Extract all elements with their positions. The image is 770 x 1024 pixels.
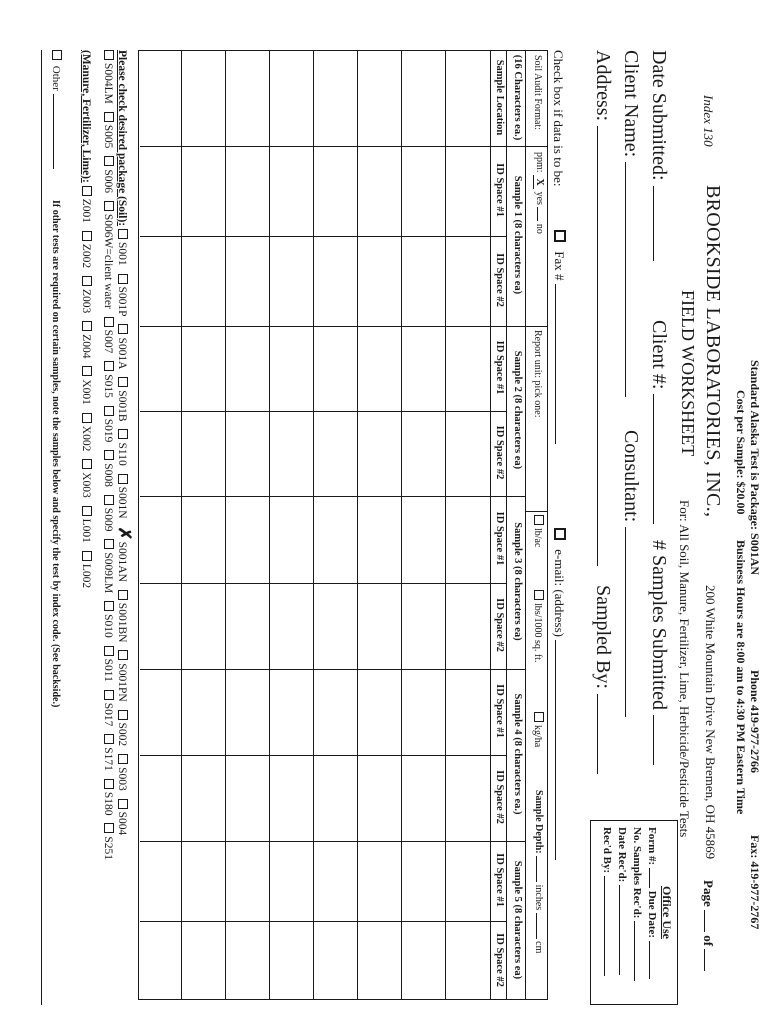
pkg-S015[interactable]: S015 — [102, 361, 114, 398]
samples-submitted-label: # Samples Submitted — [648, 540, 670, 710]
package-line: Standard Alaska Test is Package: S001AN — [748, 360, 762, 576]
s1-id1: ID Space #1 — [494, 163, 505, 217]
other-label: Other — [50, 65, 62, 91]
pkg-S001B[interactable]: S001B — [116, 377, 128, 421]
pkg-Z001[interactable]: Z001 — [80, 186, 92, 223]
other-tests-footnote: If other tests are required on certain samples, note the samples below and specify the test by index code. (See backside.) — [50, 200, 61, 708]
pkg-S002[interactable]: S002 — [116, 710, 128, 747]
soil-audit-label: Soil Audit Format: — [532, 55, 543, 131]
cost-line: Cost per Sample: $20.00 — [734, 390, 748, 515]
email-checkbox[interactable] — [554, 528, 566, 540]
s2-id2: ID Space #2 — [494, 425, 505, 480]
s1-id2: ID Space #2 — [494, 253, 505, 307]
pkg-L002[interactable]: L002 — [80, 551, 92, 588]
consultant-field[interactable] — [619, 430, 642, 717]
office-use-box — [590, 820, 678, 1005]
company-address: 200 White Mountain Drive New Bremen, OH 45869 — [703, 585, 718, 860]
email-label: e-mail: (address) — [552, 549, 567, 637]
address-field[interactable] — [591, 50, 614, 566]
pkg-S001P[interactable]: S001P — [116, 274, 128, 317]
of-label: of — [701, 935, 716, 947]
ppm-option[interactable]: ppm: X yes no — [534, 152, 545, 234]
pkg-S011[interactable]: S011 — [102, 646, 114, 682]
pkg-S110[interactable]: S110 — [116, 429, 128, 465]
pkg-S005[interactable]: S005 — [102, 112, 114, 149]
client-name-field[interactable] — [619, 50, 642, 397]
office-date-recd[interactable]: Date Rec'd: — [614, 827, 629, 998]
pkg-S017[interactable]: S017 — [102, 690, 114, 727]
samples-submitted-field[interactable] — [647, 540, 670, 765]
hours-line: Business Hours are 8:00 am to 4:30 PM Eastern Time — [734, 540, 748, 815]
sample1-header: Sample 1 (8 characters ea) — [512, 175, 523, 295]
pkg-Z003[interactable]: Z003 — [80, 276, 92, 313]
office-use-title: Office Use — [660, 886, 674, 939]
consultant-label: Consultant: — [620, 430, 642, 523]
manure-package-label: (Manure, Fertilizer, Lime): — [80, 50, 92, 183]
sampled-by-label: Sampled By: — [592, 585, 614, 689]
soil-package-row1 — [114, 50, 134, 1005]
pkg-X003[interactable]: X003 — [80, 459, 92, 498]
sampled-by-field[interactable] — [591, 585, 614, 774]
pkg-Z002[interactable]: Z002 — [80, 231, 92, 268]
client-number-label: Client #: — [648, 320, 670, 390]
sample4-header: Sample 4 (8 characters ea.) — [512, 693, 523, 815]
pkg-S180[interactable]: S180 — [102, 779, 114, 816]
date-submitted-field[interactable] — [647, 50, 670, 261]
pkg-S009[interactable]: S009 — [102, 495, 114, 532]
sample-location-header: Sample Location — [494, 59, 505, 136]
pkg-Z004[interactable]: Z004 — [80, 321, 92, 358]
chars-note: (16 Characters ea.) — [512, 54, 523, 141]
s4-id1: ID Space #1 — [494, 684, 505, 738]
sample-depth-field[interactable]: Sample Depth: inches cm — [533, 790, 544, 954]
pkg-X002[interactable]: X002 — [80, 413, 92, 452]
s3-id2: ID Space #2 — [494, 598, 505, 652]
client-number-field[interactable] — [647, 320, 670, 524]
checked-x-mark: ✗ — [115, 526, 134, 541]
soil-package-row2 — [102, 50, 114, 1005]
email-option[interactable] — [551, 528, 567, 860]
bottom-rule — [41, 50, 42, 1005]
s3-id1: ID Space #1 — [494, 511, 505, 566]
unit-lbs1000[interactable]: lbs/1000 sq. ft. — [532, 590, 544, 662]
office-samples-recd[interactable]: No. Samples Rec'd: — [629, 827, 644, 998]
pkg-L001[interactable]: L001 — [80, 506, 92, 543]
pkg-S004[interactable]: S004 — [116, 799, 128, 836]
other-package-field[interactable] — [50, 50, 62, 169]
pkg-S010[interactable]: S010 — [102, 601, 114, 638]
sample-entry-grid[interactable] — [138, 50, 490, 1000]
page-counter — [700, 880, 716, 971]
pkg-S001A[interactable]: S001A — [116, 324, 128, 369]
pkg-S003[interactable]: S003 — [116, 754, 128, 791]
company-name: BROOKSIDE LABORATORIES, INC., — [702, 185, 724, 518]
pkg-S006[interactable]: S006 — [102, 156, 114, 193]
report-unit-label: Report unit: pick one: — [532, 330, 543, 418]
index-label: Index 130 — [701, 95, 716, 147]
soil-package-label: Please check desired package (Soil): — [116, 50, 128, 227]
s2-id1: ID Space #1 — [494, 340, 505, 395]
sample5-header: Sample 5 (8 characters ea) — [512, 860, 523, 980]
s5-id2: ID Space #2 — [494, 933, 505, 987]
client-name-label: Client Name: — [620, 50, 642, 158]
worksheet-for: For: All Soil, Manure, Fertilizer, Lime, Herbicide/Pesticide Tests — [677, 500, 692, 838]
pkg-S251[interactable]: S251 — [102, 823, 114, 860]
pkg-S001N[interactable]: S001N — [116, 474, 128, 519]
other-checkbox[interactable] — [52, 50, 62, 60]
sample2-header: Sample 2 (8 characters ea) — [512, 350, 523, 470]
pkg-S009LM[interactable]: S009LM — [102, 539, 114, 593]
pkg-S001PN[interactable]: S001PN — [116, 650, 128, 701]
office-form-no[interactable]: Form #: Due Date: — [644, 827, 659, 998]
sample3-header: Sample 3 (8 characters ea) — [512, 522, 523, 641]
worksheet-title: FIELD WORKSHEET — [678, 290, 698, 457]
pkg-S001BN[interactable]: S001BN — [116, 590, 128, 643]
address-label: Address: — [592, 50, 614, 122]
fax-checkbox[interactable] — [554, 230, 566, 242]
pkg-S004LM[interactable]: S004LM — [102, 50, 114, 104]
fax-line: Fax: 419-977-2767 — [748, 835, 762, 930]
pkg-S001AN[interactable]: ✗S001AN — [115, 526, 134, 582]
unit-lbac[interactable]: lb/ac — [532, 515, 544, 547]
fax-label: Fax # — [552, 251, 567, 281]
pkg-S171[interactable]: S171 — [102, 734, 114, 771]
unit-kgha[interactable]: kg/ha — [532, 712, 544, 747]
fax-option[interactable] — [551, 230, 567, 444]
manure-package-row — [80, 50, 92, 593]
pkg-S019[interactable]: S019 — [102, 406, 114, 443]
pkg-S006W[interactable]: S006W=client water — [102, 201, 114, 309]
pkg-S008[interactable]: S008 — [102, 450, 114, 487]
date-submitted-label: Date Submitted: — [648, 50, 670, 181]
s4-id2: ID Space #2 — [494, 770, 505, 824]
s5-id1: ID Space #1 — [494, 853, 505, 907]
pkg-X001[interactable]: X001 — [80, 366, 92, 405]
pkg-S007[interactable]: S007 — [102, 317, 114, 354]
office-recd-by[interactable]: Rec'd By: — [599, 827, 614, 998]
delivery-prompt: Check box if data is to be: — [551, 50, 566, 187]
page-label: Page — [701, 880, 716, 907]
pkg-S001[interactable]: S001 — [116, 229, 128, 266]
phone-line: Phone 419-977-2766 — [748, 670, 762, 773]
